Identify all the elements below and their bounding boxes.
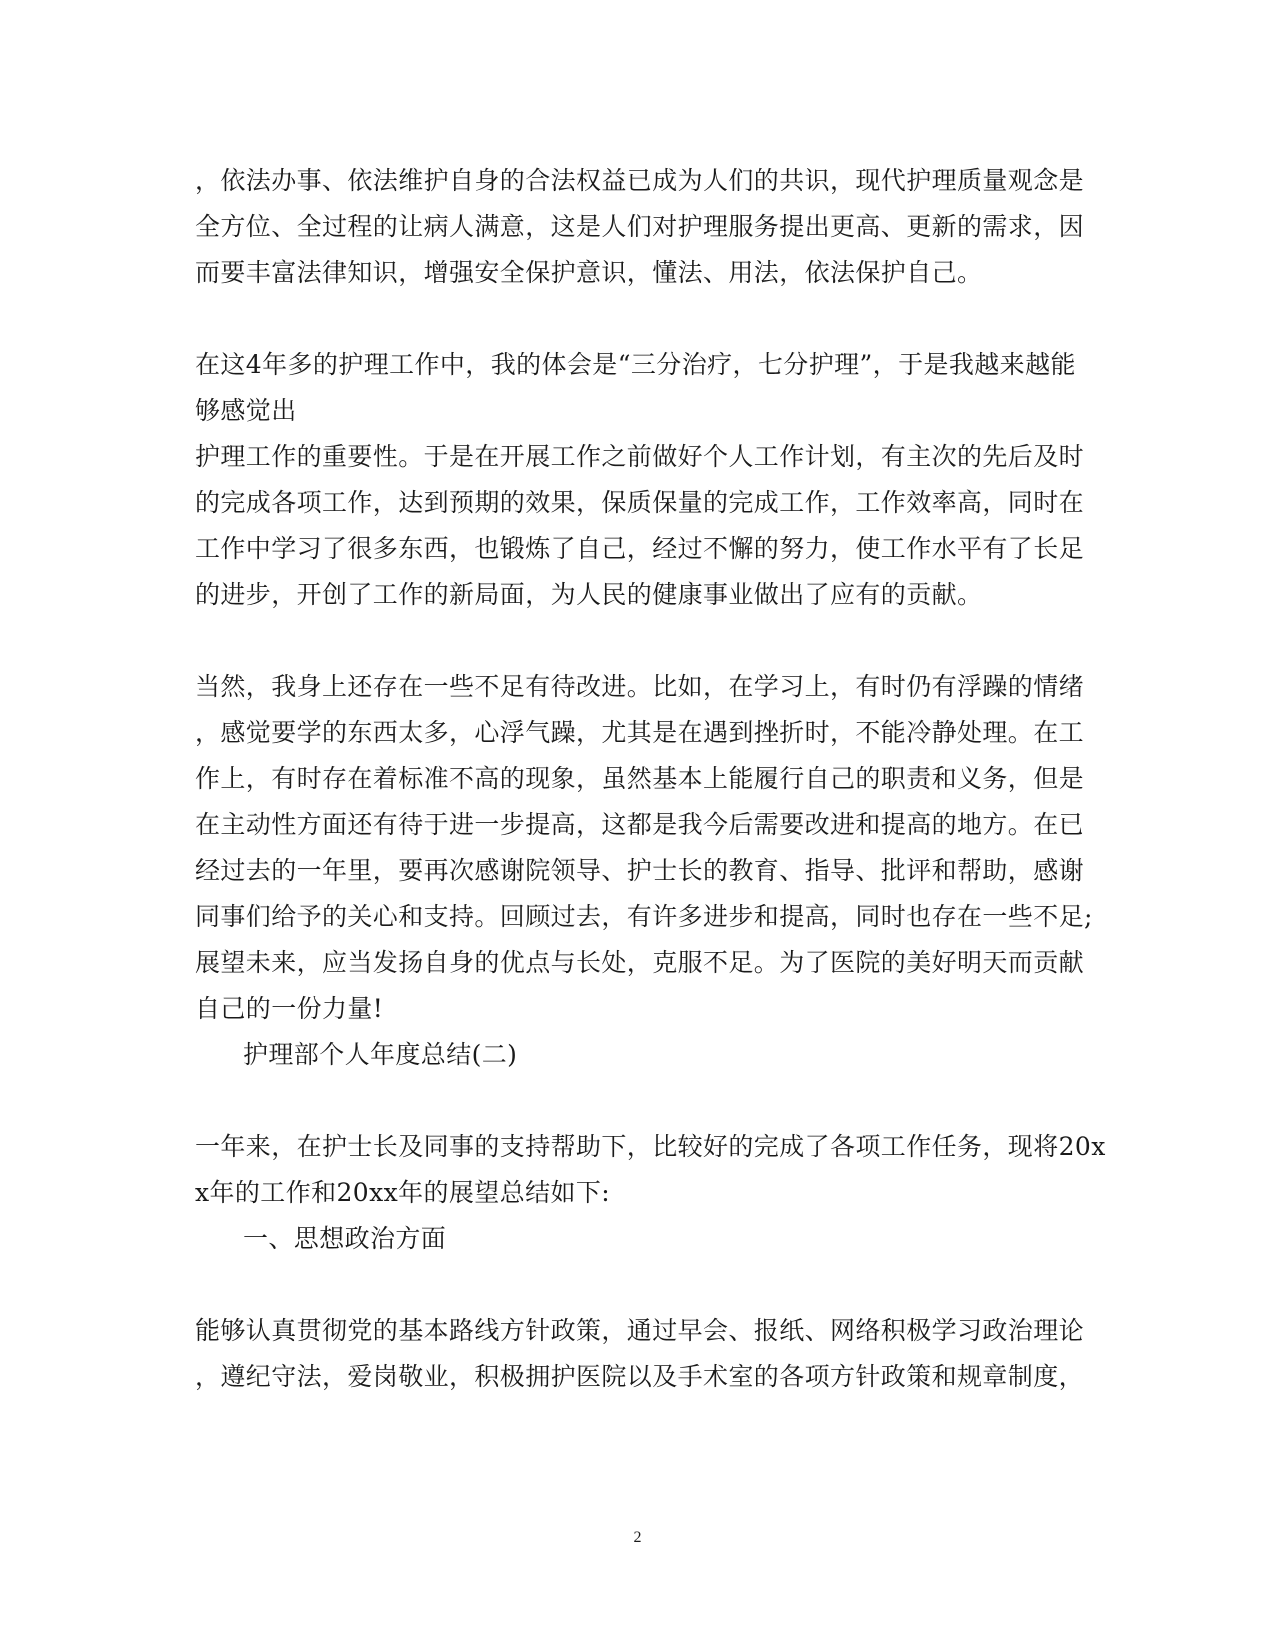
section-heading: 护理部个人年度总结(二) bbox=[243, 1040, 518, 1069]
text-line: 在主动性方面还有待于进一步提高，这都是我今后需要改进和提高的地方。在已 bbox=[195, 810, 1085, 839]
text-line: 而要丰富法律知识，增强安全保护意识，懂法、用法，依法保护自己。 bbox=[195, 258, 983, 287]
text-line: 展望未来，应当发扬自身的优点与长处，克服不足。为了医院的美好明天而贡献 bbox=[195, 948, 1085, 977]
text-line: x年的工作和20xx年的展望总结如下: bbox=[195, 1178, 611, 1207]
text-line: ，依法办事、依法维护自身的合法权益已成为人们的共识，现代护理质量观念是 bbox=[195, 166, 1085, 195]
text-line: 经过去的一年里，要再次感谢院领导、护士长的教育、指导、批评和帮助，感谢 bbox=[195, 856, 1085, 885]
text-line: 全方位、全过程的让病人满意，这是人们对护理服务提出更高、更新的需求，因 bbox=[195, 212, 1085, 241]
text-line: 当然，我身上还存在一些不足有待改进。比如，在学习上，有时仍有浮躁的情绪 bbox=[195, 672, 1085, 701]
text-line: 够感觉出 bbox=[195, 396, 297, 425]
text-line: 护理工作的重要性。于是在开展工作之前做好个人工作计划，有主次的先后及时 bbox=[195, 442, 1085, 471]
text-line: 工作中学习了很多东西，也锻炼了自己，经过不懈的努力，使工作水平有了长足 bbox=[195, 534, 1085, 563]
text-line: 作上，有时存在着标准不高的现象，虽然基本上能履行自己的职责和义务，但是 bbox=[195, 764, 1085, 793]
text-line: 一年来，在护士长及同事的支持帮助下，比较好的完成了各项工作任务，现将20x bbox=[195, 1132, 1106, 1161]
page-number: 2 bbox=[633, 1529, 642, 1546]
text-line: 自己的一份力量! bbox=[195, 994, 384, 1023]
text-line: ，遵纪守法，爱岗敬业，积极拥护医院以及手术室的各项方针政策和规章制度， bbox=[195, 1362, 1085, 1391]
subsection-heading: 一、思想政治方面 bbox=[243, 1224, 447, 1253]
text-line: 的完成各项工作，达到预期的效果，保质保量的完成工作，工作效率高，同时在 bbox=[195, 488, 1085, 517]
text-line: 的进步，开创了工作的新局面，为人民的健康事业做出了应有的贡献。 bbox=[195, 580, 983, 609]
text-line: 同事们给予的关心和支持。回顾过去，有许多进步和提高，同时也存在一些不足; bbox=[195, 902, 1093, 931]
text-line: 在这4年多的护理工作中，我的体会是“三分治疗，七分护理”，于是我越来越能 bbox=[195, 350, 1076, 379]
text-line: 能够认真贯彻党的基本路线方针政策，通过早会、报纸、网络积极学习政治理论 bbox=[195, 1316, 1085, 1345]
text-line: ，感觉要学的东西太多，心浮气躁，尤其是在遇到挫折时，不能冷静处理。在工 bbox=[195, 718, 1085, 747]
